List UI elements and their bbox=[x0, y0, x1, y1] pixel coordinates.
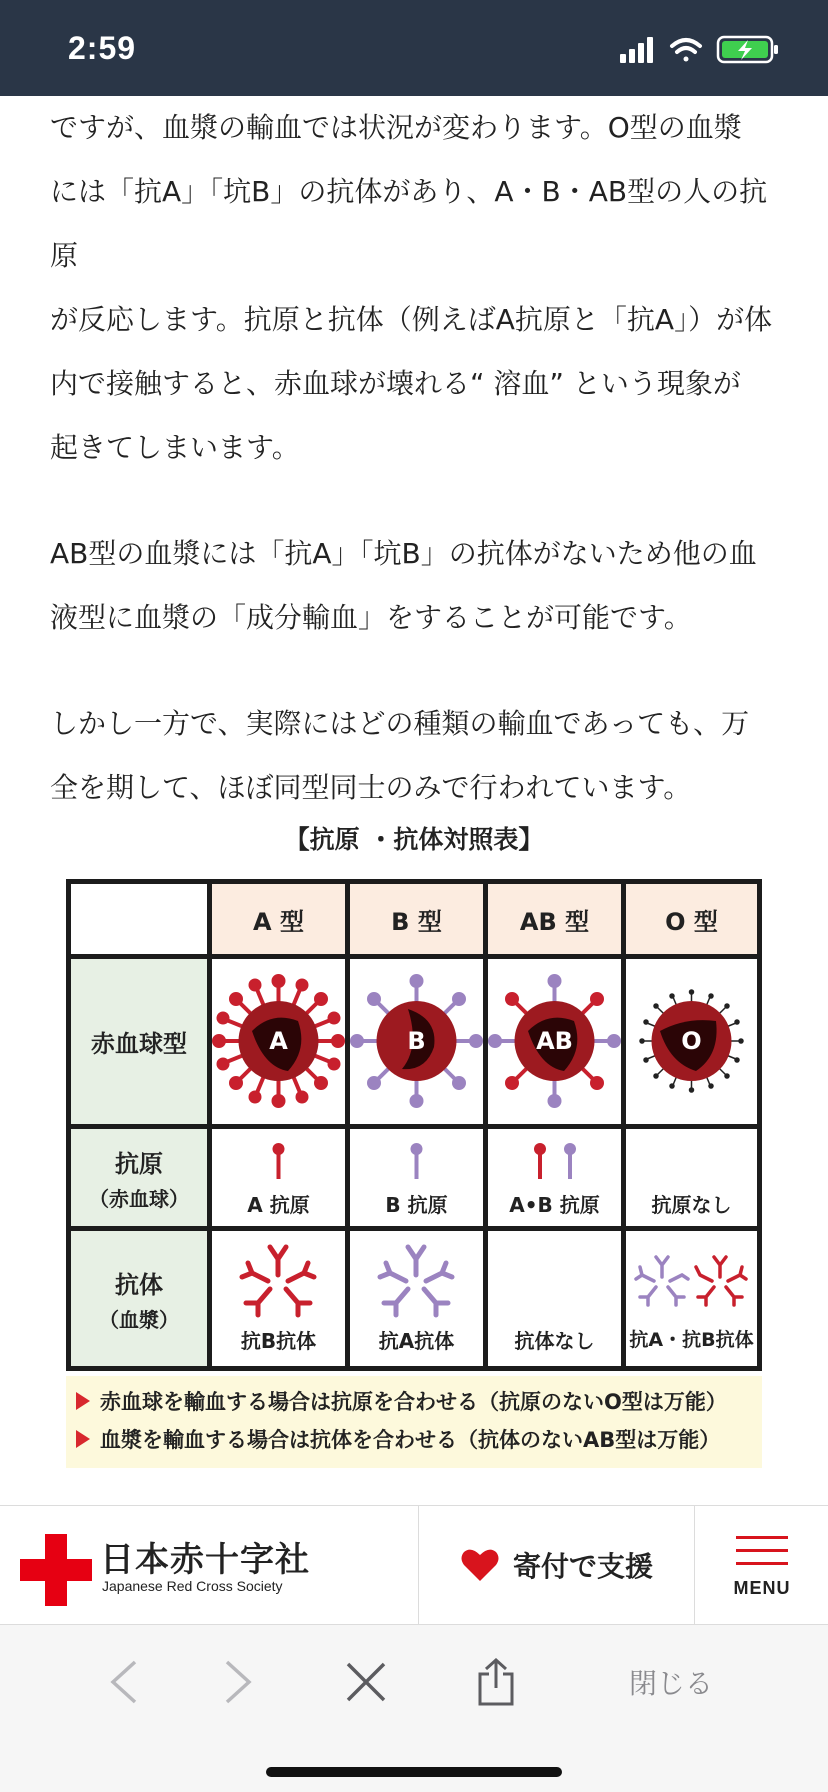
antibody-cell-ab bbox=[488, 1231, 621, 1366]
browser-toolbar bbox=[0, 1625, 828, 1792]
rbc-label-a: A bbox=[269, 1027, 288, 1055]
battery-icon bbox=[718, 37, 778, 62]
paragraph-ab-plasma: AB型の血漿には「抗A」「坑B」の抗体がないため他の血 液型に血漿の「成分輸血」をすることが可能です。 bbox=[50, 537, 757, 634]
donate-label: 寄付で支援 bbox=[512, 1550, 653, 1583]
close-page-label: 閉じる bbox=[628, 1667, 713, 1700]
antigen-cell-ab bbox=[488, 1129, 621, 1226]
rbc-cell-a bbox=[212, 959, 345, 1124]
status-time: 2:59 bbox=[68, 30, 137, 66]
chevron-left-icon bbox=[109, 1660, 139, 1704]
col-head-ab: AB 型 bbox=[488, 884, 621, 954]
col-head-a: A 型 bbox=[212, 884, 345, 954]
wifi-icon bbox=[672, 40, 700, 62]
paragraph-same-type: しかし一方で、実際にはどの種類の輸血であっても、万 全を期して、ほぼ同型同士のみで行われています。 bbox=[50, 707, 750, 804]
rbc-label-ab: AB bbox=[536, 1027, 573, 1055]
antigen-a-icon bbox=[212, 1129, 345, 1189]
antibody-label-ab: 抗体なし bbox=[514, 1329, 595, 1353]
signal-icon bbox=[620, 37, 653, 63]
row-head-rbc: 赤血球型 bbox=[71, 959, 207, 1124]
logo-name-jp: 日本赤十字社 bbox=[100, 1540, 310, 1580]
red-cross-icon bbox=[20, 1534, 92, 1606]
antibody-label-a: 抗B抗体 bbox=[240, 1329, 317, 1353]
menu-label: MENU bbox=[733, 1578, 791, 1598]
antibody-cell-a bbox=[212, 1231, 345, 1366]
antibody-label-b: 抗A抗体 bbox=[378, 1329, 455, 1353]
antigen-cell-b bbox=[350, 1129, 483, 1226]
antibody-anti-a-icon bbox=[350, 1231, 483, 1321]
note-rbc: 赤血球を輸血する場合は抗原を合わせる（抗原のないO型は万能） bbox=[66, 1382, 762, 1420]
antibody-anti-a-b-icon bbox=[626, 1231, 757, 1321]
chevron-right-icon bbox=[223, 1660, 253, 1704]
share-icon bbox=[476, 1658, 516, 1706]
antigen-label-o: 抗原なし bbox=[651, 1193, 732, 1217]
antigen-cell-o bbox=[626, 1129, 757, 1226]
forward-button[interactable] bbox=[208, 1647, 268, 1717]
stop-button[interactable] bbox=[336, 1647, 396, 1717]
col-head-o: O 型 bbox=[626, 884, 757, 954]
antigen-b-icon bbox=[350, 1129, 483, 1189]
row-head-antigen: 抗原 （赤血球） bbox=[71, 1129, 207, 1226]
donate-button[interactable] bbox=[418, 1506, 695, 1624]
share-button[interactable] bbox=[466, 1647, 526, 1717]
antibody-label-o: 抗A・抗B抗体 bbox=[629, 1329, 754, 1351]
hamburger-menu-icon bbox=[736, 1536, 788, 1566]
triangle-bullet-icon bbox=[76, 1392, 90, 1410]
rbc-cell-o bbox=[626, 959, 757, 1124]
paragraph-plasma-transfusion: ですが、血漿の輸血では状況が変わります。O型の血漿 には「抗A」「坑B」の抗体があり、A・B・AB型の人の抗原 が反応します。抗原と抗体（例えばA抗原と「抗A」）が体 内で接触すると、赤血球が壊れる“ 溶血” という現象が 起きてしまいます。 bbox=[50, 111, 773, 464]
antibody-cell-b bbox=[350, 1231, 483, 1366]
rbc-label-b: B bbox=[407, 1027, 426, 1055]
antigen-label-ab: A•B 抗原 bbox=[509, 1193, 600, 1217]
status-bar bbox=[0, 0, 828, 96]
site-footer-bar bbox=[0, 1505, 828, 1625]
back-button[interactable] bbox=[94, 1647, 154, 1717]
row-head-antibody: 抗体 （血漿） bbox=[71, 1231, 207, 1366]
antigen-cell-a bbox=[212, 1129, 345, 1226]
blood-type-table bbox=[66, 879, 762, 1371]
table-title: 【抗原 ・抗体対照表】 bbox=[284, 825, 544, 854]
triangle-bullet-icon bbox=[76, 1430, 90, 1448]
table-notes bbox=[66, 1376, 762, 1468]
close-page-button[interactable] bbox=[606, 1647, 736, 1717]
site-logo[interactable] bbox=[20, 1528, 420, 1608]
rbc-label-o: O bbox=[681, 1027, 702, 1055]
menu-button[interactable] bbox=[694, 1506, 828, 1624]
status-icons bbox=[620, 34, 790, 64]
note-plasma: 血漿を輸血する場合は抗体を合わせる（抗体のないAB型は万能） bbox=[66, 1420, 762, 1458]
heart-icon bbox=[461, 1548, 499, 1582]
table-corner-cell bbox=[71, 884, 207, 954]
article-body bbox=[50, 96, 790, 820]
close-icon bbox=[346, 1662, 386, 1702]
col-head-b: B 型 bbox=[350, 884, 483, 954]
rbc-cell-b bbox=[350, 959, 483, 1124]
logo-name-en: Japanese Red Cross Society bbox=[102, 1578, 283, 1594]
home-indicator[interactable] bbox=[266, 1767, 562, 1777]
rbc-cell-ab bbox=[488, 959, 621, 1124]
antigen-label-a: A 抗原 bbox=[247, 1193, 310, 1217]
antibody-cell-o bbox=[626, 1231, 757, 1366]
antigen-ab-icon bbox=[488, 1129, 621, 1189]
antigen-label-b: B 抗原 bbox=[385, 1193, 448, 1217]
antibody-anti-b-icon bbox=[212, 1231, 345, 1321]
